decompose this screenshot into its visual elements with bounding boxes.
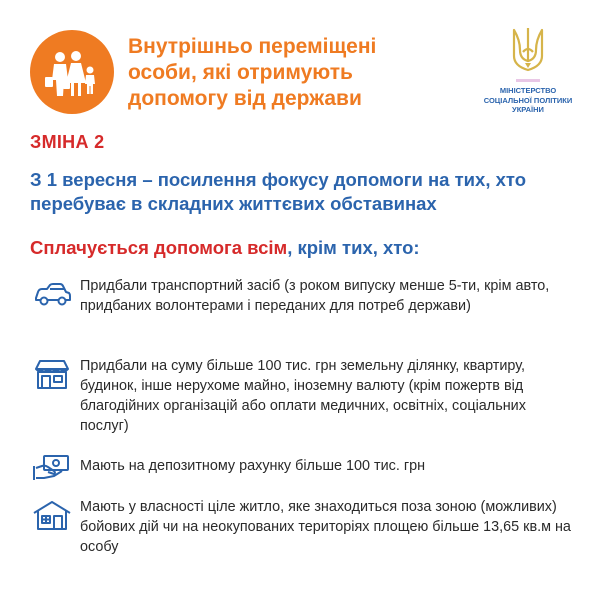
title-line: Внутрішньо переміщені: [128, 35, 377, 58]
ministry-name: МІНІСТЕРСТВО СОЦІАЛЬНОЇ ПОЛІТИКИ УКРАЇНИ: [483, 86, 573, 114]
paid-line-main: Сплачується допомога всім: [30, 237, 288, 258]
trident-emblem-icon: [511, 26, 545, 74]
item-text: Мають у власності ціле житло, яке знаходиться поза зоною (можливих) бойових дій чи на неокупованих територіях площею більше 13,65 кв.м на особу: [80, 499, 571, 555]
title-line: особи, які отримують: [128, 61, 353, 84]
money-hand-icon: [32, 452, 72, 484]
car-icon: [32, 278, 72, 310]
ministry-tag: [516, 79, 540, 82]
item-text: Придбали на суму більше 100 тис. грн земельну ділянку, квартиру, будинок, інше нерухоме майно, іноземну валюту (крім пожертв від благодійних організацій або оплати медичних, освітніх, соціальних послуг): [80, 358, 526, 434]
change-label: ЗМІНА 2: [30, 132, 105, 152]
house-icon: [32, 499, 72, 531]
item-text: Придбали транспортний засіб (з роком випуску менше 5-ти, крім авто, придбаних волонтерами і переданих для потреб держави): [80, 278, 550, 314]
family-icon: [30, 30, 114, 114]
paid-line-exception: , крім тих, хто:: [287, 237, 420, 258]
item-text: Мають на депозитному рахунку більше 100 тис. грн: [80, 458, 426, 474]
family-logo: [30, 30, 114, 114]
paid-line: [30, 237, 420, 259]
shop-house-icon: [32, 358, 72, 390]
headline: З 1 вересня – посилення фокусу допомоги на тих, хто перебуває в складних життєвих обставинах: [30, 169, 527, 214]
page-title: [128, 34, 468, 112]
title-line: допомогу від держави: [128, 87, 362, 110]
ministry-logo: [478, 26, 578, 115]
